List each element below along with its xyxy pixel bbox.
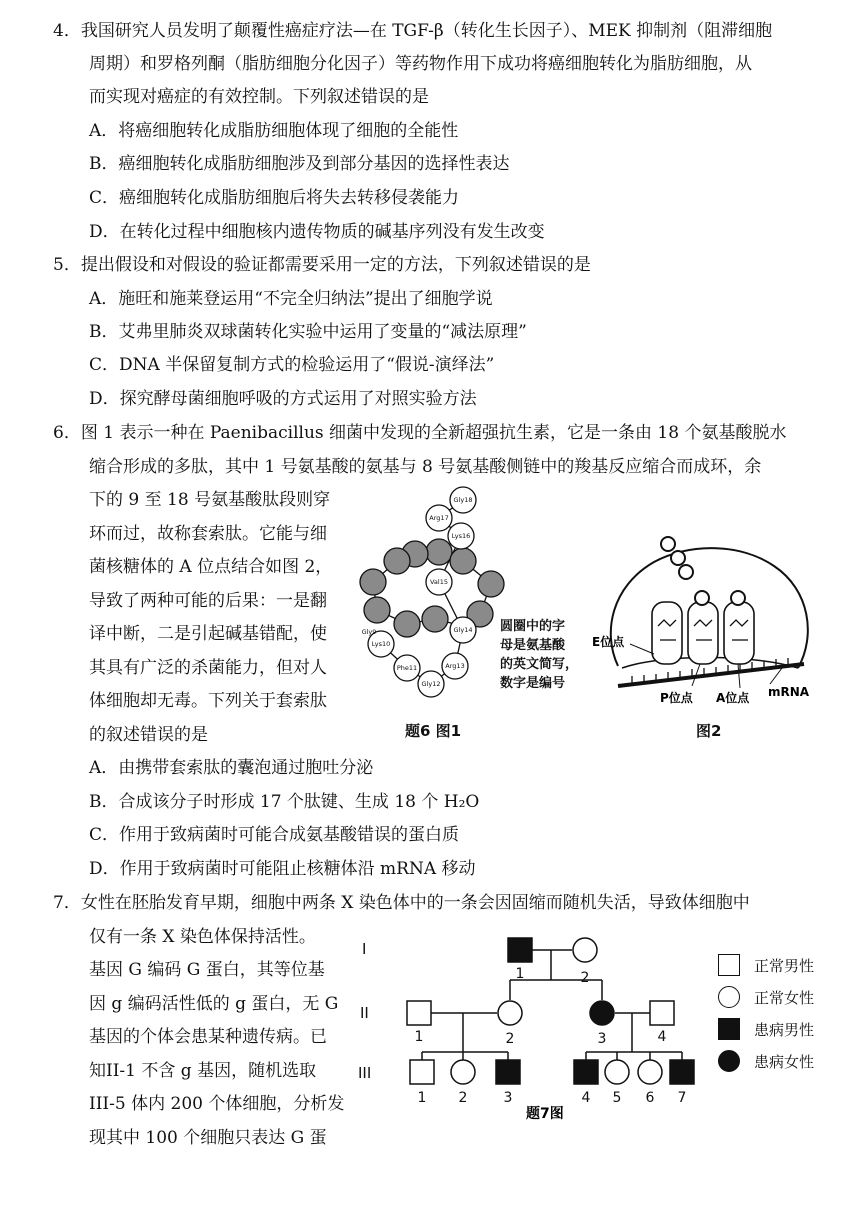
lasso-peptide-figure [355,486,505,708]
label-iii-4: 4 [581,1090,591,1106]
label-iii-5: 5 [612,1090,622,1106]
residue-phe11: Phe11 [396,664,418,672]
residue-lys16: Lys16 [451,532,471,540]
pedigree-iii-5 [605,1060,629,1084]
q6-stem-line-8: 其具有广泛的杀菌能力，但对人 [89,658,327,678]
q7-stem-line-7: III-5 体内 200 个体细胞，分析发 [89,1094,345,1114]
fig1-note-line-1: 圆圈中的字 [500,619,566,634]
label-ii-3: 3 [597,1031,607,1047]
q4-option-c: C．癌细胞转化成脂肪细胞后将失去转移侵袭能力 [89,188,460,208]
legend-label: 患病女性 [754,1052,815,1071]
q6-stem-line-5: 菌核糖体的 A 位点结合如图 2， [89,557,333,577]
q6-stem-line-7: 译中断，二是引起碱基错配，使 [89,624,327,644]
q5-stem: 5．提出假设和对假设的验证都需要采用一定的方法，下列叙述错误的是 [53,255,591,275]
q6-stem-line-6: 导致了两种可能的后果：一是翻 [89,591,327,611]
residue-arg13: Arg13 [445,662,465,670]
fig2-caption: 图2 [696,722,722,740]
residue-gly9: Gly9 [361,628,377,636]
circle-outline-icon [718,986,740,1008]
pedigree-caption: 题7图 [526,1106,564,1122]
ribosome-figure [592,536,822,714]
circle-filled-icon [718,1050,740,1072]
q6-option-b: B．合成该分子时形成 17 个肽键、生成 18 个 H₂O [89,792,480,812]
label-iii-2: 2 [458,1090,468,1106]
q7-stem-line-6: 知II-1 不含 g 基因，随机选取 [89,1061,317,1081]
q5-option-a: A．施旺和施莱登运用“不完全归纳法”提出了细胞学说 [89,289,493,309]
residue-gly14: Gly14 [453,626,473,634]
q4-option-a: A．将癌细胞转化成脂肪细胞体现了细胞的全能性 [89,121,459,141]
residue-lys10: Lys10 [371,640,391,648]
pedigree-chart [352,930,702,1125]
q5-option-c: C．DNA 半保留复制方式的检验运用了“假说-演绎法” [89,355,495,375]
q6-stem-line-3: 下的 9 至 18 号氨基酸肽段则穿 [89,490,331,510]
q7-stem-line-8: 现其中 100 个细胞只表达 G 蛋 [89,1128,327,1148]
q6-stem-line-2: 缩合形成的多肽，其中 1 号氨基酸的氨基与 8 号氨基酸侧链中的羧基反应缩合而成环，余 [89,457,762,477]
square-outline-icon [718,954,740,976]
q6-option-c: C．作用于致病菌时可能合成氨基酸错误的蛋白质 [89,825,460,845]
pedigree-i-1 [508,938,532,962]
label-ii-2: 2 [505,1031,515,1047]
label-iii-3: 3 [503,1090,513,1106]
fig1-caption: 题6 图1 [405,722,462,740]
residue-arg17: Arg17 [429,514,449,522]
q7-stem-line-1: 7．女性在胚胎发育早期，细胞中两条 X 染色体中的一条会因固缩而随机失活，导致体细胞中 [53,893,750,913]
q4-stem-line-3: 而实现对癌症的有效控制。下列叙述错误的是 [89,87,429,107]
q6-stem-line-9: 体细胞却无毒。下列关于套索肽 [89,691,327,711]
q7-stem-line-5: 基因的个体会患某种遗传病。已 [89,1027,327,1047]
pedigree-ii-2 [498,1001,522,1025]
residue-val15: Val15 [429,578,449,586]
label-iii-1: 1 [417,1090,427,1106]
p-site-label: P位点 [660,691,693,705]
legend-affected-male [718,1018,814,1040]
pedigree-i-2 [573,938,597,962]
pedigree-ii-1 [407,1001,431,1025]
q6-option-d: D．作用于致病菌时可能阻止核糖体沿 mRNA 移动 [89,859,476,879]
pedigree-iii-2 [451,1060,475,1084]
q7-stem-line-4: 因 g 编码活性低的 g 蛋白，无 G [89,994,339,1014]
label-iii-6: 6 [645,1090,655,1106]
pedigree-iii-6 [638,1060,662,1084]
pedigree-ii-3 [590,1001,614,1025]
generation-iii-label: III [358,1064,372,1082]
q5-option-d: D．探究酵母菌细胞呼吸的方式运用了对照实验方法 [89,389,477,409]
q6-stem-line-4: 环而过，故称套索肽。它能与细 [89,524,327,544]
label-ii-1: 1 [414,1029,424,1045]
pedigree-ii-4 [650,1001,674,1025]
legend-normal-male [718,954,814,976]
pedigree-iii-1 [410,1060,434,1084]
square-filled-icon [718,1018,740,1040]
fig1-note-line-2: 母是氨基酸 [500,638,566,653]
pedigree-iii-3 [496,1060,520,1084]
legend-label: 患病男性 [754,1020,815,1039]
q7-stem-line-2: 仅有一条 X 染色体保持活性。 [89,927,316,947]
legend-normal-female [718,986,814,1008]
mrna-label: mRNA [768,685,810,699]
q4-option-d: D．在转化过程中细胞核内遗传物质的碱基序列没有发生改变 [89,222,545,242]
q6-stem-line-1: 6．图 1 表示一种在 Paenibacillus 细菌中发现的全新超强抗生素，它是一条由 18 个氨基酸脱水 [53,423,787,443]
generation-ii-label: II [360,1004,369,1022]
residue-gly18: Gly18 [453,496,473,504]
q4-option-b: B．癌细胞转化成脂肪细胞涉及到部分基因的选择性表达 [89,154,510,174]
label-i-1: 1 [515,966,525,982]
label-i-2: 2 [580,970,590,986]
pedigree-iii-7 [670,1060,694,1084]
q7-stem-line-3: 基因 G 编码 G 蛋白，其等位基 [89,960,325,980]
legend-affected-female [718,1050,814,1072]
label-ii-4: 4 [657,1029,667,1045]
q6-stem-line-10: 的叙述错误的是 [89,725,208,745]
q4-stem-line-1: 4．我国研究人员发明了颠覆性癌症疗法—在 TGF-β（转化生长因子）、MEK 抑制剂（阻滞细胞 [53,21,773,41]
label-iii-7: 7 [677,1090,687,1106]
q4-stem-line-2: 周期）和罗格列酮（脂肪细胞分化因子）等药物作用下成功将癌细胞转化为脂肪细胞，从 [89,54,752,74]
fig1-note-line-3: 的英文简写， [500,657,579,672]
legend-label: 正常男性 [754,956,815,975]
residue-gly12: Gly12 [421,680,441,688]
q6-option-a: A．由携带套索肽的囊泡通过胞吐分泌 [89,758,374,778]
e-site-label: E位点 [592,635,625,649]
generation-i-label: I [362,940,367,958]
legend-label: 正常女性 [754,988,815,1007]
fig1-note-line-4: 数字是编号 [500,676,566,691]
q5-option-b: B．艾弗里肺炎双球菌转化实验中运用了变量的“减法原理” [89,322,527,342]
a-site-label: A位点 [716,691,750,705]
pedigree-iii-4 [574,1060,598,1084]
